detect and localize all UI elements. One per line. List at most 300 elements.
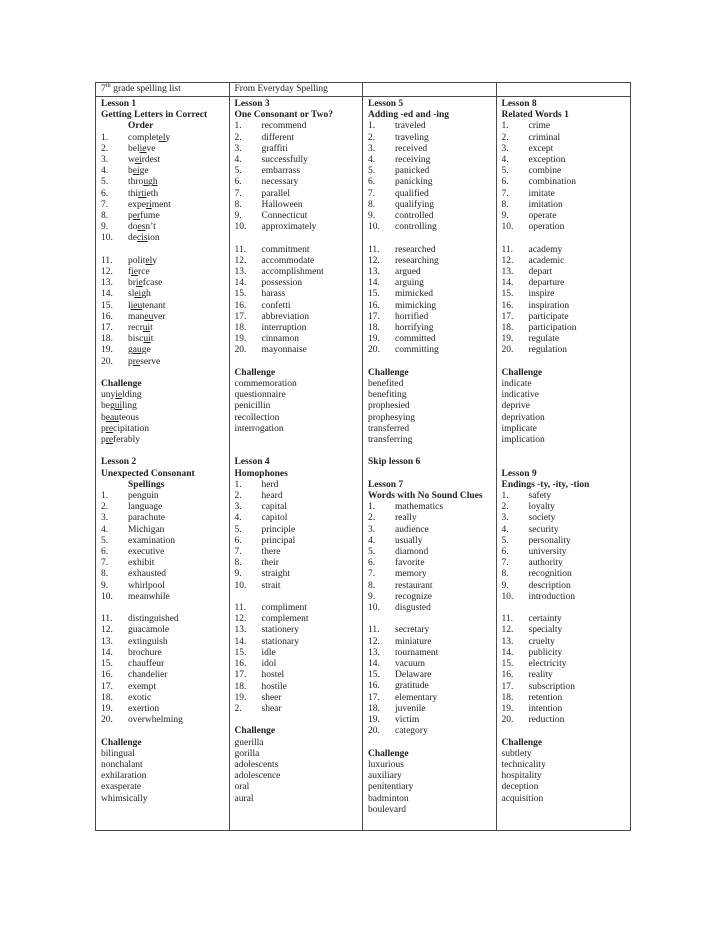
- item-number: 20.: [234, 345, 247, 356]
- word-item: [101, 637, 227, 648]
- item-word: capitol: [261, 513, 288, 524]
- word-item: [368, 502, 494, 513]
- item-number: 7.: [101, 558, 109, 569]
- word-item: [101, 289, 227, 300]
- challenge-word: unyielding: [101, 390, 142, 401]
- lesson-title-line: Lesson 7: [368, 479, 404, 490]
- item-word: introduction: [528, 591, 575, 602]
- item-word: academic: [528, 255, 565, 266]
- word-item: [502, 256, 629, 267]
- item-word: recruit: [128, 323, 153, 334]
- item-word: tournament: [395, 647, 439, 658]
- item-word: Connecticut: [261, 211, 308, 222]
- item-word: confetti: [261, 300, 291, 311]
- item-number: 3.: [501, 513, 509, 524]
- item-word: inspire: [528, 289, 555, 300]
- item-number: 9.: [101, 580, 109, 591]
- word-item: [101, 592, 227, 603]
- item-number: 18.: [234, 323, 247, 334]
- lesson-title-line: Getting Letters in Correct: [101, 110, 208, 121]
- item-word: through: [128, 177, 158, 188]
- item-number: 15.: [501, 659, 514, 670]
- item-number: 3.: [368, 143, 376, 154]
- word-item: [235, 144, 361, 155]
- word-item: [235, 177, 361, 188]
- word-item: [101, 189, 227, 200]
- challenge-word: auxiliary: [368, 771, 402, 782]
- item-number: 3.: [101, 155, 109, 166]
- lesson-title-line: Lesson 5: [368, 99, 404, 109]
- item-number: 16.: [101, 311, 113, 322]
- item-number: 2.: [234, 491, 242, 502]
- lesson-title-line: Lesson 8: [501, 99, 537, 109]
- item-number: 11.: [234, 603, 247, 614]
- item-number: 8.: [101, 569, 109, 580]
- word-item: [235, 245, 361, 256]
- word-item: [235, 222, 361, 233]
- word-item: [502, 648, 629, 659]
- word-item: [235, 166, 361, 177]
- item-number: 1.: [501, 491, 509, 502]
- word-item: [101, 133, 227, 144]
- item-number: 8.: [234, 199, 242, 210]
- item-number: 5.: [101, 535, 109, 546]
- item-word: regulation: [528, 345, 568, 356]
- item-word: maneuver: [128, 311, 166, 322]
- lesson-title-line: Order: [128, 121, 154, 132]
- challenge-word: interrogation: [234, 423, 284, 434]
- skip-note: Skip lesson 6: [368, 457, 421, 468]
- challenge-word: beauteous: [101, 412, 139, 423]
- word-item: [101, 256, 227, 267]
- item-word: crime: [528, 121, 551, 132]
- word-item: [235, 569, 361, 580]
- word-item: [502, 289, 629, 300]
- item-word: cinnamon: [261, 334, 299, 345]
- item-number: 13.: [234, 625, 247, 636]
- item-word: briefcase: [128, 278, 163, 289]
- item-number: 5.: [368, 547, 376, 558]
- word-item: [101, 625, 227, 636]
- item-number: 16.: [234, 659, 247, 670]
- challenge-word: guerilla: [234, 737, 264, 748]
- word-item: [502, 166, 629, 177]
- item-word: imitate: [528, 188, 555, 199]
- lesson-title-line: Lesson 9: [501, 468, 537, 479]
- item-word: principal: [261, 535, 296, 546]
- item-word: elementary: [395, 692, 438, 703]
- item-word: really: [395, 513, 417, 524]
- item-number: 10.: [501, 222, 514, 233]
- item-number: 6.: [368, 177, 376, 188]
- item-word: distinguished: [128, 614, 179, 625]
- word-item: [368, 547, 494, 558]
- item-number: 6.: [101, 547, 109, 558]
- item-number: 19.: [234, 692, 247, 703]
- item-word: regulate: [528, 334, 560, 345]
- word-item: [235, 301, 361, 312]
- word-item: [101, 301, 227, 312]
- item-word: received: [395, 143, 428, 154]
- word-item: [502, 189, 629, 200]
- item-number: 11.: [101, 255, 113, 266]
- item-word: committed: [395, 334, 436, 345]
- item-word: parachute: [128, 513, 165, 524]
- word-item: [235, 513, 361, 524]
- word-item: [235, 267, 361, 278]
- item-number: 9.: [501, 580, 509, 591]
- item-number: 18.: [234, 681, 247, 692]
- word-item: [502, 704, 629, 715]
- item-number: 18.: [101, 692, 113, 703]
- item-number: 2.: [234, 132, 242, 143]
- item-word: gauge: [128, 345, 151, 356]
- lesson-title-line: Related Words 1: [501, 110, 569, 121]
- word-item: [368, 166, 494, 177]
- word-item: [101, 357, 227, 368]
- item-word: fierce: [128, 267, 150, 278]
- item-number: 12.: [101, 267, 113, 278]
- item-number: 14.: [234, 278, 247, 289]
- challenge-word: precipitation: [101, 423, 150, 434]
- item-number: 14.: [368, 278, 380, 289]
- item-word: receiving: [395, 155, 431, 166]
- item-word: abbreviation: [261, 311, 309, 322]
- item-number: 2.: [101, 143, 109, 154]
- item-word: their: [261, 558, 279, 569]
- word-item: [368, 312, 494, 323]
- lesson-title-line: Spellings: [128, 479, 165, 490]
- item-word: completely: [128, 132, 171, 143]
- item-word: accommodate: [261, 255, 315, 266]
- item-word: exhausted: [128, 569, 166, 580]
- item-number: 7.: [368, 569, 376, 580]
- item-word: stationery: [261, 625, 299, 636]
- word-item: [368, 121, 494, 132]
- grade-title-rest: grade spelling list: [110, 84, 181, 94]
- word-item: [101, 233, 227, 244]
- item-word: penguin: [128, 491, 159, 502]
- item-number: 5.: [368, 166, 376, 177]
- challenge-word: implication: [501, 435, 545, 446]
- word-item: [235, 648, 361, 659]
- word-item: [368, 345, 494, 356]
- item-number: 12.: [501, 255, 514, 266]
- item-word: recognize: [395, 591, 432, 602]
- spacer: [101, 368, 227, 379]
- item-word: mimicked: [395, 289, 433, 300]
- item-number: 3.: [501, 143, 509, 154]
- lesson-title-line: Lesson 4: [234, 457, 270, 468]
- item-word: combination: [528, 177, 576, 188]
- word-item: [502, 558, 629, 569]
- spacer: [368, 446, 494, 457]
- item-word: believe: [128, 143, 156, 154]
- item-word: overwhelming: [128, 715, 183, 726]
- item-word: decision: [128, 233, 160, 244]
- item-number: 2.: [501, 132, 509, 143]
- word-item: [502, 345, 629, 356]
- word-item: [235, 189, 361, 200]
- word-item: [235, 289, 361, 300]
- item-word: hostile: [261, 681, 287, 692]
- item-number: 4.: [501, 524, 509, 535]
- item-word: argued: [395, 267, 421, 278]
- spacer: [368, 614, 494, 625]
- item-word: whirlpool: [128, 580, 165, 591]
- word-item: [235, 637, 361, 648]
- item-word: idol: [261, 659, 277, 670]
- challenge-word: luxurious: [368, 759, 404, 770]
- word-item: [368, 513, 494, 524]
- challenge-word: adolescents: [234, 759, 279, 770]
- word-item: [502, 513, 629, 524]
- item-number: 16.: [234, 300, 247, 311]
- item-number: 10.: [368, 603, 380, 614]
- word-item: [101, 536, 227, 547]
- item-word: weirdest: [128, 155, 161, 166]
- item-number: 6.: [501, 177, 509, 188]
- spacer: [502, 357, 629, 368]
- item-number: 15.: [101, 659, 113, 670]
- item-number: 7.: [501, 188, 509, 199]
- spacer: [368, 357, 494, 368]
- item-word: gratitude: [395, 681, 429, 692]
- item-word: cruelty: [528, 636, 555, 647]
- word-item: [235, 200, 361, 211]
- word-item: [235, 334, 361, 345]
- item-word: departure: [528, 278, 565, 289]
- item-number: 14.: [101, 647, 113, 658]
- item-number: 4.: [234, 513, 242, 524]
- item-number: 2.: [101, 502, 109, 513]
- item-number: 20.: [101, 715, 113, 726]
- item-word: inspiration: [528, 300, 570, 311]
- item-number: 2.: [234, 703, 242, 714]
- item-word: recommend: [261, 121, 307, 132]
- lesson-title-line: Homophones: [234, 468, 288, 479]
- item-number: 19.: [501, 334, 514, 345]
- word-item: [101, 715, 227, 726]
- item-number: 17.: [101, 681, 113, 692]
- word-item: [101, 569, 227, 580]
- item-word: biscuit: [128, 334, 154, 345]
- word-item: [502, 133, 629, 144]
- item-number: 5.: [234, 166, 242, 177]
- item-word: parallel: [261, 188, 290, 199]
- word-item: [502, 670, 629, 681]
- word-item: [235, 558, 361, 569]
- item-word: victim: [395, 715, 420, 726]
- item-number: 13.: [368, 647, 380, 658]
- item-number: 8.: [368, 580, 376, 591]
- word-item: [502, 200, 629, 211]
- item-word: meanwhile: [128, 591, 170, 602]
- challenge-word: commemoration: [234, 379, 297, 390]
- item-word: doesn’t: [128, 222, 156, 233]
- item-number: 4.: [101, 524, 109, 535]
- challenge-word: whimsically: [101, 793, 148, 804]
- challenge-word: preferably: [101, 435, 141, 446]
- word-item: [101, 144, 227, 155]
- item-number: 9.: [234, 569, 242, 580]
- item-number: 20.: [368, 345, 380, 356]
- item-number: 19.: [501, 703, 514, 714]
- item-number: 7.: [234, 547, 242, 558]
- item-number: 17.: [368, 311, 380, 322]
- challenge-heading: Challenge: [101, 379, 142, 390]
- item-word: committing: [395, 345, 439, 356]
- item-number: 7.: [501, 558, 509, 569]
- word-item: [101, 670, 227, 681]
- item-number: 14.: [501, 647, 514, 658]
- challenge-word: gorilla: [234, 748, 260, 759]
- word-item: [235, 155, 361, 166]
- word-item: [502, 569, 629, 580]
- item-number: 16.: [501, 300, 514, 311]
- item-word: university: [528, 547, 567, 558]
- item-word: mathematics: [395, 502, 444, 513]
- item-number: 17.: [501, 681, 514, 692]
- item-number: 3.: [368, 524, 376, 535]
- item-number: 14.: [101, 289, 113, 300]
- challenge-word: exhilaration: [101, 771, 147, 782]
- column-lessons-8-9: [497, 97, 631, 830]
- word-item: [101, 177, 227, 188]
- word-item: [235, 480, 361, 491]
- word-item: [502, 334, 629, 345]
- word-item: [101, 334, 227, 345]
- item-number: 13.: [501, 267, 514, 278]
- word-item: [235, 502, 361, 513]
- item-number: 20.: [501, 345, 514, 356]
- item-word: diamond: [395, 547, 429, 558]
- item-number: 16.: [101, 670, 113, 681]
- item-number: 13.: [501, 636, 514, 647]
- challenge-word: indicate: [501, 379, 532, 390]
- word-item: [502, 211, 629, 222]
- word-item: [368, 569, 494, 580]
- word-item: [101, 267, 227, 278]
- item-number: 2.: [368, 132, 376, 143]
- challenge-word: deprivation: [501, 412, 545, 423]
- item-word: controlled: [395, 211, 434, 222]
- word-item: [101, 704, 227, 715]
- item-word: horrified: [395, 311, 429, 322]
- item-word: stationary: [261, 636, 299, 647]
- item-word: Michigan: [128, 524, 165, 535]
- challenge-word: adolescence: [234, 771, 281, 782]
- challenge-word: exasperate: [101, 782, 142, 793]
- table-body-row: [95, 97, 631, 831]
- item-word: graffiti: [261, 143, 288, 154]
- item-number: 14.: [368, 659, 380, 670]
- word-item: [235, 211, 361, 222]
- item-number: 11.: [368, 625, 380, 636]
- item-number: 9.: [101, 222, 109, 233]
- item-word: loyalty: [528, 502, 555, 513]
- item-number: 2.: [501, 502, 509, 513]
- item-number: 6.: [368, 558, 376, 569]
- challenge-word: implicate: [501, 423, 537, 434]
- word-item: [502, 547, 629, 558]
- item-word: imitation: [528, 199, 563, 210]
- word-item: [368, 536, 494, 547]
- column-lessons-5-7: [363, 97, 497, 830]
- item-number: 19.: [368, 715, 380, 726]
- word-item: [235, 625, 361, 636]
- item-number: 4.: [368, 155, 376, 166]
- item-number: 15.: [234, 289, 247, 300]
- word-item: [368, 704, 494, 715]
- word-item: [101, 581, 227, 592]
- item-word: executive: [128, 547, 165, 558]
- word-item: [502, 625, 629, 636]
- column-lessons-3-4: [230, 97, 364, 830]
- item-number: 20.: [101, 356, 113, 367]
- item-word: memory: [395, 569, 427, 580]
- item-number: 19.: [234, 334, 247, 345]
- word-item: [101, 345, 227, 356]
- item-word: publicity: [528, 647, 563, 658]
- word-item: [368, 648, 494, 659]
- item-number: 17.: [234, 311, 247, 322]
- item-number: 17.: [234, 670, 247, 681]
- word-item: [368, 592, 494, 603]
- word-item: [235, 659, 361, 670]
- item-word: Halloween: [261, 199, 303, 210]
- word-item: [368, 245, 494, 256]
- item-word: authority: [528, 558, 563, 569]
- word-item: [101, 682, 227, 693]
- word-item: [368, 670, 494, 681]
- item-number: 1.: [101, 132, 109, 143]
- grade-title-prefix: 7: [101, 84, 106, 94]
- lesson-title-line: Words with No Sound Clues: [368, 491, 483, 502]
- word-item: [368, 177, 494, 188]
- item-number: 9.: [368, 591, 376, 602]
- word-item: [235, 345, 361, 356]
- item-word: necessary: [261, 177, 299, 188]
- item-word: guacamole: [128, 625, 170, 636]
- spacer: [101, 245, 227, 256]
- item-number: 12.: [101, 625, 113, 636]
- item-number: 8.: [501, 569, 509, 580]
- item-number: 16.: [501, 670, 514, 681]
- item-number: 15.: [368, 670, 380, 681]
- item-word: there: [261, 547, 281, 558]
- spacer: [368, 233, 494, 244]
- item-word: chauffeur: [128, 659, 165, 670]
- word-item: [368, 256, 494, 267]
- word-item: [101, 648, 227, 659]
- item-number: 1.: [501, 121, 509, 132]
- item-number: 7.: [234, 188, 242, 199]
- item-number: 7.: [368, 188, 376, 199]
- column-lessons-1-2: [96, 97, 230, 830]
- word-item: [502, 278, 629, 289]
- item-word: subscription: [528, 681, 575, 692]
- challenge-heading: Challenge: [101, 737, 142, 748]
- item-word: compliment: [261, 603, 307, 614]
- item-word: different: [261, 132, 295, 143]
- item-word: participate: [528, 311, 569, 322]
- item-word: society: [528, 513, 556, 524]
- spacer: [235, 233, 361, 244]
- spacer: [502, 726, 629, 737]
- spacer: [101, 726, 227, 737]
- challenge-word: bilingual: [101, 748, 135, 759]
